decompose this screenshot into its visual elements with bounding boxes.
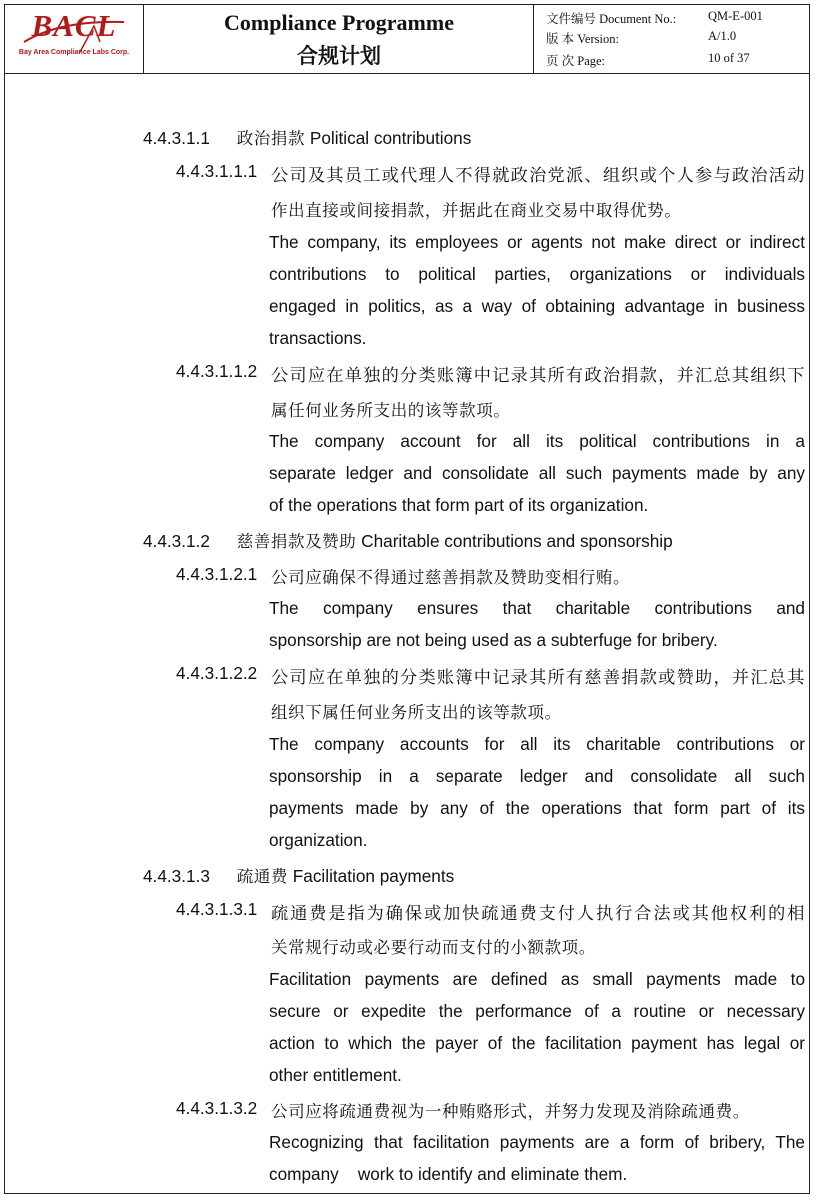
- section-title-cn: 慈善捐款及赞助: [236, 532, 357, 551]
- section-title-cn: 疏通费: [236, 867, 288, 886]
- item-number: 4.4.3.1.2.1: [176, 564, 258, 584]
- item-text-en-line: payments made by any of the operations that form part of its: [269, 798, 805, 818]
- section-number: 4.4.3.1.2: [143, 531, 210, 551]
- item-text-en-line: The company accounts for all its charitable contributions or: [269, 734, 805, 754]
- section-title-cn: 政治捐款: [236, 129, 306, 148]
- company-logo: BACL: [31, 8, 117, 43]
- document-title-cn: 合规计划: [297, 44, 381, 68]
- item-text-cn-line: 组织下属任何业务所支出的该等款项。: [271, 703, 562, 722]
- version-value: A/1.0: [708, 29, 737, 43]
- item-text-en-line: The company account for all its political contributions in a: [269, 431, 805, 451]
- section-title-en: Charitable contributions and sponsorship: [361, 531, 673, 551]
- item-text-en-line: company work to identify and eliminate them.: [269, 1164, 628, 1184]
- item-text-en-line: Recognizing that facilitation payments are a form of bribery, The: [269, 1132, 805, 1152]
- item-text-en-line: other entitlement.: [269, 1065, 402, 1085]
- item-number: 4.4.3.1.1.1: [176, 161, 258, 181]
- item-text-en-line: Facilitation payments are defined as small payments made to: [269, 969, 805, 989]
- version-label: 版 本 Version:: [546, 32, 619, 46]
- section-title-en: Facilitation payments: [292, 866, 455, 886]
- section-heading: [143, 528, 673, 552]
- document-title-en: Compliance Programme: [224, 10, 454, 35]
- item-text-en-line: The company, its employees or agents not make direct or indirect: [269, 232, 805, 252]
- section-heading: [143, 863, 454, 887]
- item-text-cn-line: 公司应将疏通费视为一种贿赂形式，并努力发现及消除疏通费。: [271, 1102, 750, 1121]
- item-number: 4.4.3.1.1.2: [176, 361, 258, 381]
- item-text-cn-line: 作出直接或间接捐款，并据此在商业交易中取得优势。: [271, 201, 682, 220]
- item-number: 4.4.3.1.3.1: [176, 899, 258, 919]
- item-text-cn-line: 公司应在单独的分类账簿中记录其所有政治捐款，并汇总其组织下: [271, 366, 805, 386]
- item-text-en-line: engaged in politics, as a way of obtaining advantage in business: [269, 296, 805, 316]
- doc-no-label: 文件编号 Document No.:: [546, 12, 677, 26]
- item-text-en-line: transactions.: [269, 328, 367, 348]
- item-text-en-line: separate ledger and consolidate all such payments made by any: [269, 463, 805, 483]
- item-text-cn-line: 属任何业务所支出的该等款项。: [271, 401, 511, 420]
- section-number: 4.4.3.1.3: [143, 866, 210, 886]
- section-number: 4.4.3.1.1: [143, 128, 210, 148]
- page-label: 页 次 Page:: [546, 54, 606, 68]
- item-text-cn-line: 公司应确保不得通过慈善捐款及赞助变相行贿。: [271, 568, 631, 587]
- item-number: 4.4.3.1.2.2: [176, 663, 258, 683]
- item-text-en-line: action to which the payer of the facilitation payment has legal or: [269, 1033, 805, 1053]
- item-text-en-line: The company ensures that charitable contributions and: [269, 598, 805, 618]
- item-text-en-line: of the operations that form part of its organization.: [269, 495, 649, 515]
- section-title-en: Political contributions: [309, 128, 472, 148]
- item-text-cn-line: 公司应在单独的分类账簿中记录其所有慈善捐款或赞助，并汇总其: [271, 668, 805, 688]
- item-text-en-line: sponsorship are not being used as a subterfuge for bribery.: [269, 630, 718, 650]
- page-value: 10 of 37: [708, 51, 750, 65]
- doc-no-value: QM-E-001: [708, 9, 763, 23]
- item-text-cn-line: 公司及其员工或代理人不得就政治党派、组织或个人参与政治活动: [271, 166, 805, 186]
- company-logo-subtitle: Bay Area Compliance Labs Corp.: [18, 49, 130, 56]
- section-heading: [143, 125, 471, 149]
- item-text-en-line: contributions to political parties, organizations or individuals: [269, 264, 805, 284]
- item-text-en-line: secure or expedite the performance of a routine or necessary: [269, 1001, 805, 1021]
- item-text-en-line: organization.: [269, 830, 368, 850]
- item-text-cn-line: 疏通费是指为确保或加快疏通费支付人执行合法或其他权利的相: [271, 904, 805, 924]
- item-text-cn-line: 关常规行动或必要行动而支付的小额款项。: [271, 938, 596, 957]
- item-number: 4.4.3.1.3.2: [176, 1098, 258, 1118]
- item-text-en-line: sponsorship in a separate ledger and consolidate all such: [269, 766, 805, 786]
